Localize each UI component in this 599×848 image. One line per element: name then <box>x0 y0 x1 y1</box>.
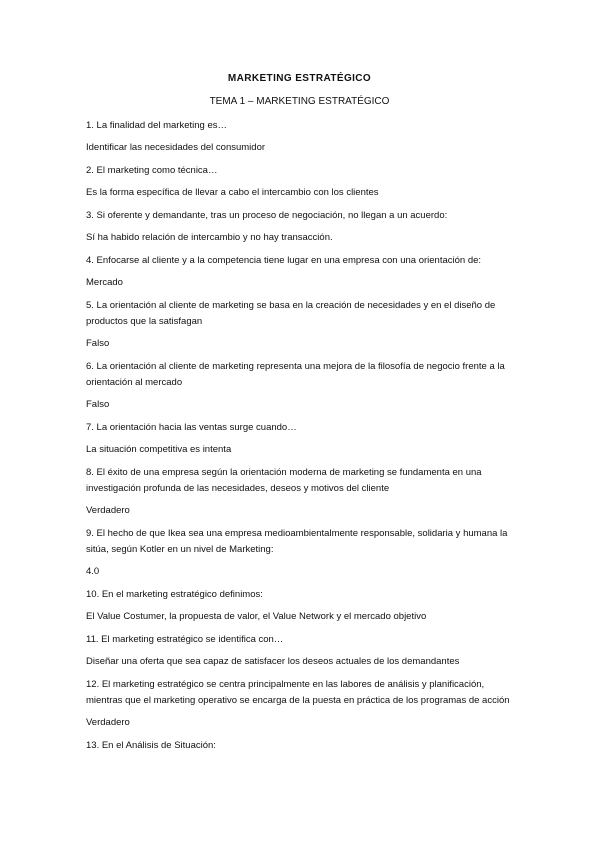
answer-11: Diseñar una oferta que sea capaz de satisfacer los deseos actuales de los demandantes <box>86 656 460 667</box>
question-10: 10. En el marketing estratégico definimos: <box>86 589 263 600</box>
answer-10: El Value Costumer, la propuesta de valor, el Value Network y el mercado objetivo <box>86 611 427 622</box>
question-9: 9. El hecho de que Ikea sea una empresa medioambientalmente responsable, solidaria y humana la sitúa, según Kotler en un nivel de Marketing: <box>86 528 508 555</box>
question-7: 7. La orientación hacia las ventas surge cuando… <box>86 422 297 433</box>
document-subtitle: TEMA 1 – MARKETING ESTRATÉGICO <box>209 96 390 107</box>
question-list <box>86 118 518 760</box>
question-11: 11. El marketing estratégico se identifica con… <box>86 634 284 645</box>
answer-5: Falso <box>86 338 110 349</box>
answer-8: Verdadero <box>86 505 130 516</box>
question-2: 2. El marketing como técnica… <box>86 165 218 176</box>
answer-9: 4.0 <box>86 566 100 577</box>
answer-2: Es la forma específica de llevar a cabo el intercambio con los clientes <box>86 187 379 198</box>
question-6: 6. La orientación al cliente de marketing representa una mejora de la filosofía de negocio frente a la orientación al mercado <box>86 361 505 388</box>
answer-7: La situación competitiva es intenta <box>86 444 232 455</box>
answer-1: Identificar las necesidades del consumidor <box>86 142 266 153</box>
answer-4: Mercado <box>86 277 123 288</box>
answer-6: Falso <box>86 399 110 410</box>
question-13: 13. En el Análisis de Situación: <box>86 740 216 751</box>
question-1: 1. La finalidad del marketing es… <box>86 120 227 131</box>
answer-3: Sí ha habido relación de intercambio y no hay transacción. <box>86 232 333 243</box>
question-3: 3. Si oferente y demandante, tras un proceso de negociación, no llegan a un acuerdo: <box>86 210 448 221</box>
question-8: 8. El éxito de una empresa según la orientación moderna de marketing se fundamenta en una investigación profunda de las necesidades, deseos y motivos del cliente <box>86 467 482 494</box>
document-title: MARKETING ESTRATÉGICO <box>227 73 372 84</box>
answer-12: Verdadero <box>86 717 130 728</box>
question-5: 5. La orientación al cliente de marketing se basa en la creación de necesidades y en el diseño de productos que la satisfagan <box>86 300 496 327</box>
question-4: 4. Enfocarse al cliente y a la competencia tiene lugar en una empresa con una orientación de: <box>86 255 482 266</box>
question-12: 12. El marketing estratégico se centra principalmente en las labores de análisis y planificación, mientras que el marketing operativo se encarga de la puesta en práctica de los programas de acción <box>86 679 510 706</box>
